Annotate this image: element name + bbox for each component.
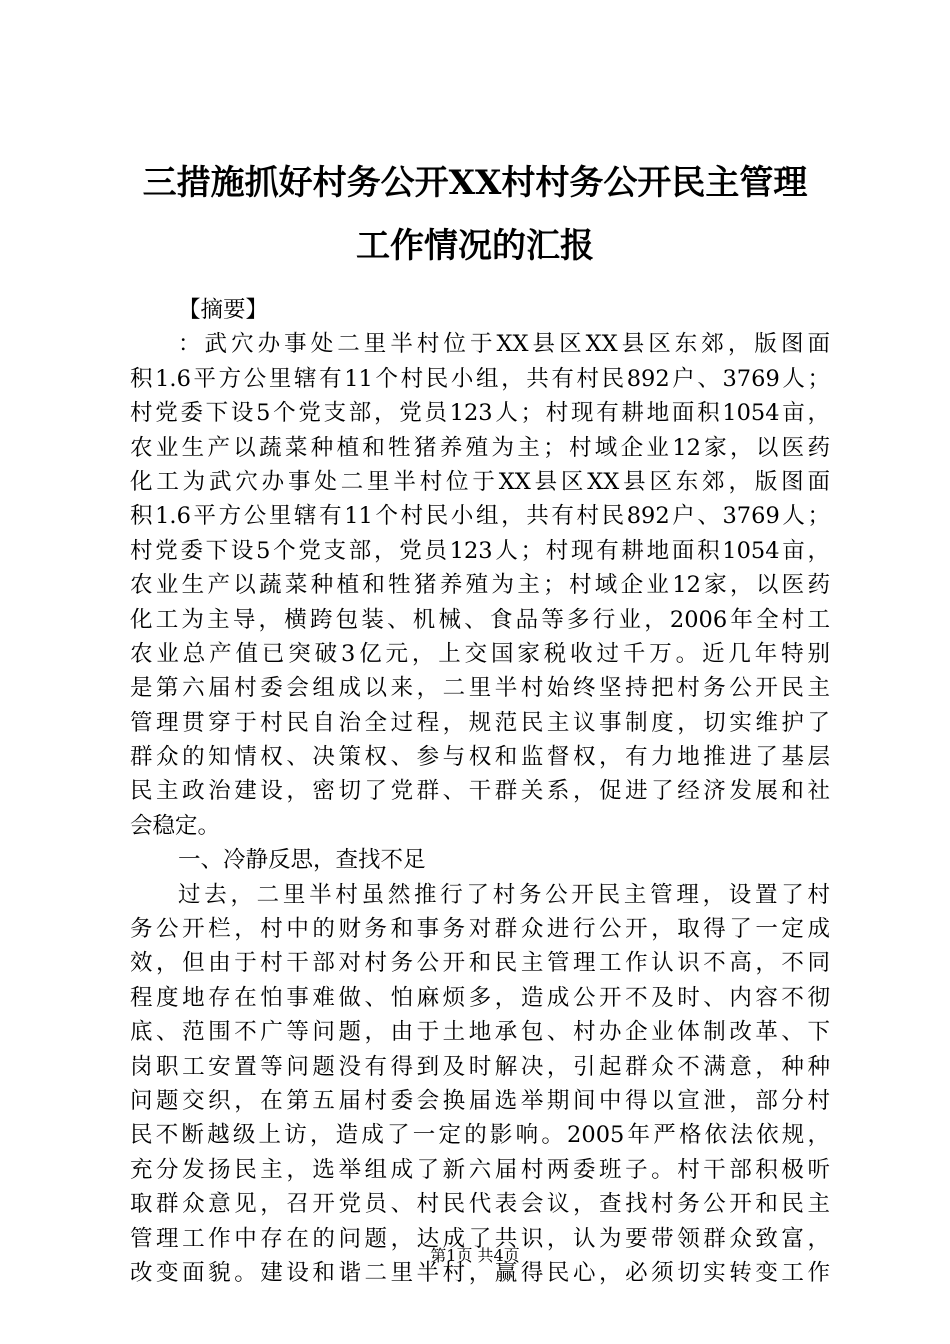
body-line: 岗职工安置等问题没有得到及时解决，引起群众不满意，种种 <box>130 1053 830 1080</box>
body-line: 群众的知情权、决策权、参与权和监督权，有力地推进了基层 <box>130 744 830 771</box>
body-line: 是第六届村委会组成以来，二里半村始终坚持把村务公开民主 <box>130 675 830 702</box>
body-line: 化工为武穴办事处二里半村位于XX县区XX县区东郊，版图面 <box>130 468 830 495</box>
body-line: 村党委下设5个党支部，党员123人；村现有耕地面积1054亩， <box>130 537 830 564</box>
body-line: 问题交织，在第五届村委会换届选举期间中得以宣泄，部分村 <box>130 1087 830 1114</box>
document-title-line-1: 三措施抓好村务公开XX村村务公开民主管理 <box>142 163 808 203</box>
body-line: 化工为主导，横跨包装、机械、食品等多行业，2006年全村工 <box>130 606 830 633</box>
body-line: 民主政治建设，密切了党群、干群关系，促进了经济发展和社 <box>130 778 830 805</box>
abstract-heading: 【摘要】 <box>178 297 269 323</box>
document-body <box>130 293 830 1290</box>
body-line: 效，但由于村干部对村务公开和民主管理工作认识不高，不同 <box>130 950 830 977</box>
body-line: 管理贯穿于村民自治全过程，规范民主议事制度，切实维护了 <box>130 709 830 736</box>
body-line: 积1.6平方公里辖有11个村民小组，共有村民892户、3769人； <box>130 503 830 530</box>
body-line: 过去，二里半村虽然推行了村务公开民主管理，设置了村 <box>178 881 830 908</box>
body-line: 充分发扬民主，选举组成了新六届村两委班子。村干部积极听 <box>130 1156 830 1183</box>
body-line: 民不断越级上访，造成了一定的影响。2005年严格依法依规， <box>130 1122 830 1149</box>
body-line: 农业总产值已突破3亿元，上交国家税收过千万。近几年特别 <box>130 640 830 667</box>
body-line: 改变面貌。建设和谐二里半村，赢得民心，必须切实转变工作 <box>130 1259 830 1286</box>
document-title-line-2: 工作情况的汇报 <box>356 226 594 266</box>
body-line: 程度地存在怕事难做、怕麻烦多，造成公开不及时、内容不彻 <box>130 984 830 1011</box>
body-line: 会稳定。 <box>130 812 221 839</box>
body-line: 村党委下设5个党支部，党员123人；村现有耕地面积1054亩， <box>130 400 830 427</box>
body-line: 积1.6平方公里辖有11个村民小组，共有村民892户、3769人； <box>130 365 830 392</box>
section-heading: 一、冷静反思，查找不足 <box>178 847 426 874</box>
page-number-footer: 第1页 共4页 <box>430 1246 520 1265</box>
body-line: 取群众意见，召开党员、村民代表会议，查找村务公开和民主 <box>130 1191 830 1218</box>
body-line: 农业生产以蔬菜种植和牲猪养殖为主；村域企业12家，以医药 <box>130 434 830 461</box>
body-line: ：武穴办事处二里半村位于XX县区XX县区东郊，版图面 <box>178 331 830 358</box>
body-line: 底、范围不广等问题，由于土地承包、村办企业体制改革、下 <box>130 1019 830 1046</box>
body-line: 管理工作中存在的问题，达成了共识，认为要带领群众致富， <box>130 1225 830 1252</box>
body-line: 农业生产以蔬菜种植和牲猪养殖为主；村域企业12家，以医药 <box>130 572 830 599</box>
body-line: 务公开栏，村中的财务和事务对群众进行公开，取得了一定成 <box>130 916 830 943</box>
